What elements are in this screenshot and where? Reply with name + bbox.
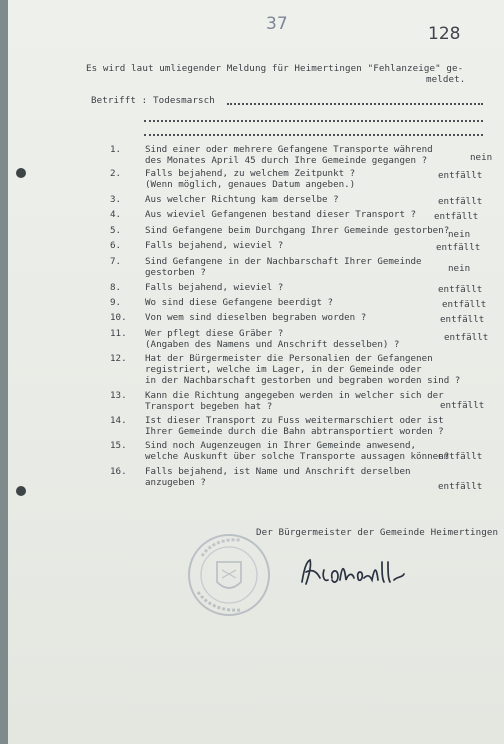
municipal-seal: [184, 530, 274, 620]
question-line: Aus welcher Richtung kam derselbe ?: [145, 194, 339, 205]
question-line: Sind noch Augenzeugen in Ihrer Gemeinde anwesend,: [145, 440, 417, 451]
question-line: registriert, welche im Lager, in der Gemeinde oder: [145, 364, 422, 375]
question-line: Sind Gefangene in der Nachbarschaft Ihrer Gemeinde: [145, 256, 422, 267]
question-number: 10.: [110, 312, 127, 323]
question-line: Transport begeben hat ?: [145, 401, 273, 412]
question-text: [145, 297, 485, 308]
question-number: 8.: [110, 282, 122, 293]
question-answer: entfällt: [438, 170, 483, 181]
question-line: Aus wieviel Gefangenen bestand dieser Transport ?: [145, 209, 417, 220]
page-number: 128: [428, 24, 461, 44]
question-answer: entfällt: [438, 196, 483, 207]
question-answer: nein: [448, 229, 471, 240]
question-text: [145, 415, 485, 437]
question-line: Ihrer Gemeinde durch die Bahn abtransportiert worden ?: [145, 426, 444, 437]
intro-line-2: meldet.: [426, 74, 466, 85]
question-number: 14.: [110, 415, 127, 426]
question-line: Kann die Richtung angegeben werden in welcher sich der: [145, 390, 444, 401]
mayor-signature: [298, 556, 408, 590]
question-answer: entfällt: [442, 299, 487, 310]
question-answer: entfällt: [438, 451, 483, 462]
question-answer: entfällt: [440, 314, 485, 325]
mayor-signature-block: Der Bürgermeister der Gemeinde Heimertingen: [256, 527, 499, 538]
question-answer: entfällt: [434, 211, 479, 222]
question-text: [145, 282, 485, 293]
question-number: 6.: [110, 240, 122, 251]
question-text: [145, 353, 485, 386]
question-number: 13.: [110, 390, 127, 401]
question-line: Falls bejahend, wieviel ?: [145, 240, 284, 251]
punch-hole: [16, 168, 26, 178]
question-line: Sind Gefangene beim Durchgang Ihrer Gemeinde gestorben?: [145, 225, 450, 236]
dotted-line-2: [144, 120, 483, 122]
question-text: [145, 256, 485, 278]
question-answer: nein: [448, 263, 471, 274]
question-line: Wer pflegt diese Gräber ?: [145, 328, 284, 339]
intro-line-1: Es wird laut umliegender Meldung für Heimertingen "Fehlanzeige" ge-: [86, 63, 464, 74]
question-text: [145, 390, 485, 412]
question-line: Von wem sind dieselben begraben worden ?: [145, 312, 367, 323]
question-text: [145, 328, 485, 350]
question-number: 7.: [110, 256, 122, 267]
question-number: 12.: [110, 353, 127, 364]
question-line: Hat der Bürgermeister die Personalien der Gefangenen: [145, 353, 433, 364]
question-answer: entfällt: [436, 242, 481, 253]
question-line: Falls bejahend, wieviel ?: [145, 282, 284, 293]
dotted-line-1: [227, 103, 483, 105]
question-number: 9.: [110, 297, 122, 308]
question-answer: entfällt: [438, 481, 483, 492]
dotted-line-3: [144, 134, 483, 136]
question-number: 11.: [110, 328, 127, 339]
question-line: Ist dieser Transport zu Fuss weitermarschiert oder ist: [145, 415, 444, 426]
question-line: Wo sind diese Gefangene beerdigt ?: [145, 297, 334, 308]
question-text: [145, 168, 485, 190]
question-text: [145, 312, 485, 323]
punch-hole: [16, 486, 26, 496]
question-answer: entfällt: [438, 284, 483, 295]
question-line: in der Nachbarschaft gestorben und begraben worden sind ?: [145, 375, 461, 386]
question-line: des Monates April 45 durch Ihre Gemeinde gegangen ?: [145, 155, 428, 166]
question-answer: nein: [470, 152, 493, 163]
question-line: Sind einer oder mehrere Gefangene Transporte während: [145, 144, 433, 155]
question-text: [145, 466, 485, 488]
document-page: [8, 0, 504, 744]
question-line: gestorben ?: [145, 267, 206, 278]
question-text: [145, 225, 485, 236]
question-number: 5.: [110, 225, 122, 236]
question-answer: entfällt: [440, 400, 485, 411]
question-line: welche Auskunft über solche Transporte aussagen können?: [145, 451, 450, 462]
question-text: [145, 194, 485, 205]
question-line: (Wenn möglich, genaues Datum angeben.): [145, 179, 356, 190]
question-number: 15.: [110, 440, 127, 451]
pencil-annotation: 37: [266, 14, 288, 34]
question-number: 16.: [110, 466, 127, 477]
question-text: [145, 240, 485, 251]
question-line: Falls bejahend, ist Name und Anschrift derselben: [145, 466, 411, 477]
question-text: [145, 440, 485, 462]
question-number: 1.: [110, 144, 122, 155]
question-line: anzugeben ?: [145, 477, 206, 488]
subject-label: Betrifft : Todesmarsch: [91, 95, 215, 106]
question-line: (Angaben des Namens und Anschrift desselben) ?: [145, 339, 400, 350]
question-number: 4.: [110, 209, 122, 220]
question-line: Falls bejahend, zu welchem Zeitpunkt ?: [145, 168, 356, 179]
question-answer: entfällt: [444, 332, 489, 343]
question-text: [145, 144, 485, 166]
question-number: 3.: [110, 194, 122, 205]
question-number: 2.: [110, 168, 122, 179]
